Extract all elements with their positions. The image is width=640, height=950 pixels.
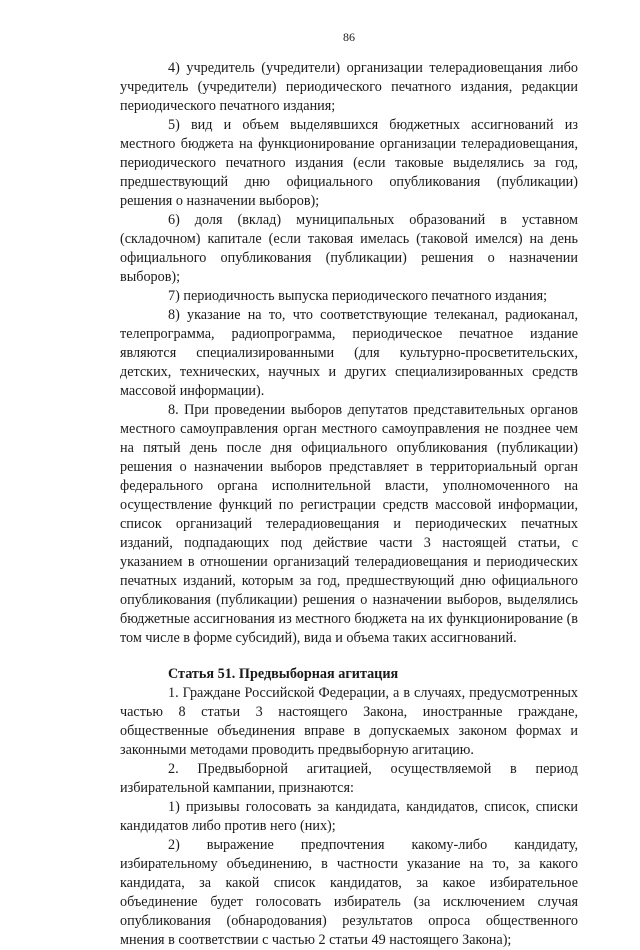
article-title: Статья 51. Предвыборная агитация [168,666,399,682]
paragraph-part-8: 8. При проведении выборов депутатов представительных органов местного самоуправления орган местного самоуправления не позднее чем на пятый день после дня официального опубликования (публикации) решения о назначении выборов представляет в территориальный орган федерального органа исполнительной власти, уполномоченного на осуществление функций по регистрации средств массовой информации, список организаций телерадиовещания и периодических печатных изданий, подпадающих под действие части 3 настоящей статьи, с указанием в отношении организаций телерадиовещания и периодических печатных изданий, которым за год, предшествующий дню официального опубликования (публикации) решения о назначении выборов, выделялись бюджетные ассигнования из местного бюджета на их функционирование (в том числе в форме субсидий), вида и объема таких ассигнований. [120,402,578,646]
paragraph-item-1: 1) призывы голосовать за кандидата, кандидатов, список, списки кандидатов либо против него (них); [120,799,578,834]
paragraph-item-4: 4) учредитель (учредители) организации телерадиовещания либо учредитель (учредители) периодического печатного издания, редакции периодического печатного издания; [120,60,578,114]
paragraph-item-8: 8) указание на то, что соответствующие телеканал, радиоканал, телепрограмма, радиопрограмма, периодическое печатное издание являются специализированными (для культурно-просветительских, детских, технических, научных и других специализированных средств массовой информации). [120,307,578,399]
paragraph-item-6: 6) доля (вклад) муниципальных образований в уставном (складочном) капитале (если таковая имелась (таковой имелся) на день официального опубликования (публикации) решения о назначении выборов); [120,212,578,285]
paragraph-item-5: 5) вид и объем выделявшихся бюджетных ассигнований из местного бюджета на функционирование организации телерадиовещания, периодического печатного издания (если таковые выделялись за год, предшествующий дню официального опубликования (публикации) решения о назначении выборов); [120,117,578,209]
paragraph-part-2: 2. Предвыборной агитацией, осуществляемой в период избирательной кампании, признаются: [120,761,578,796]
paragraph-part-1: 1. Граждане Российской Федерации, а в случаях, предусмотренных частью 8 статьи 3 настоящего Закона, иностранные граждане, общественные объединения вправе в допускаемых законом формах и законными методами проводить предвыборную агитацию. [120,685,578,758]
paragraph-item-2: 2) выражение предпочтения какому-либо кандидату, избирательному объединению, в частности указание на то, за какого кандидата, за какой список кандидатов, за какое избирательное объединение будет голосовать избиратель (за исключением случая опубликования (обнародования) результатов опроса общественного мнения в соответствии с частью 2 статьи 49 настоящего Закона); [120,837,578,948]
page-number: 86 [343,30,355,44]
paragraph-item-7: 7) периодичность выпуска периодического печатного издания; [168,288,548,304]
